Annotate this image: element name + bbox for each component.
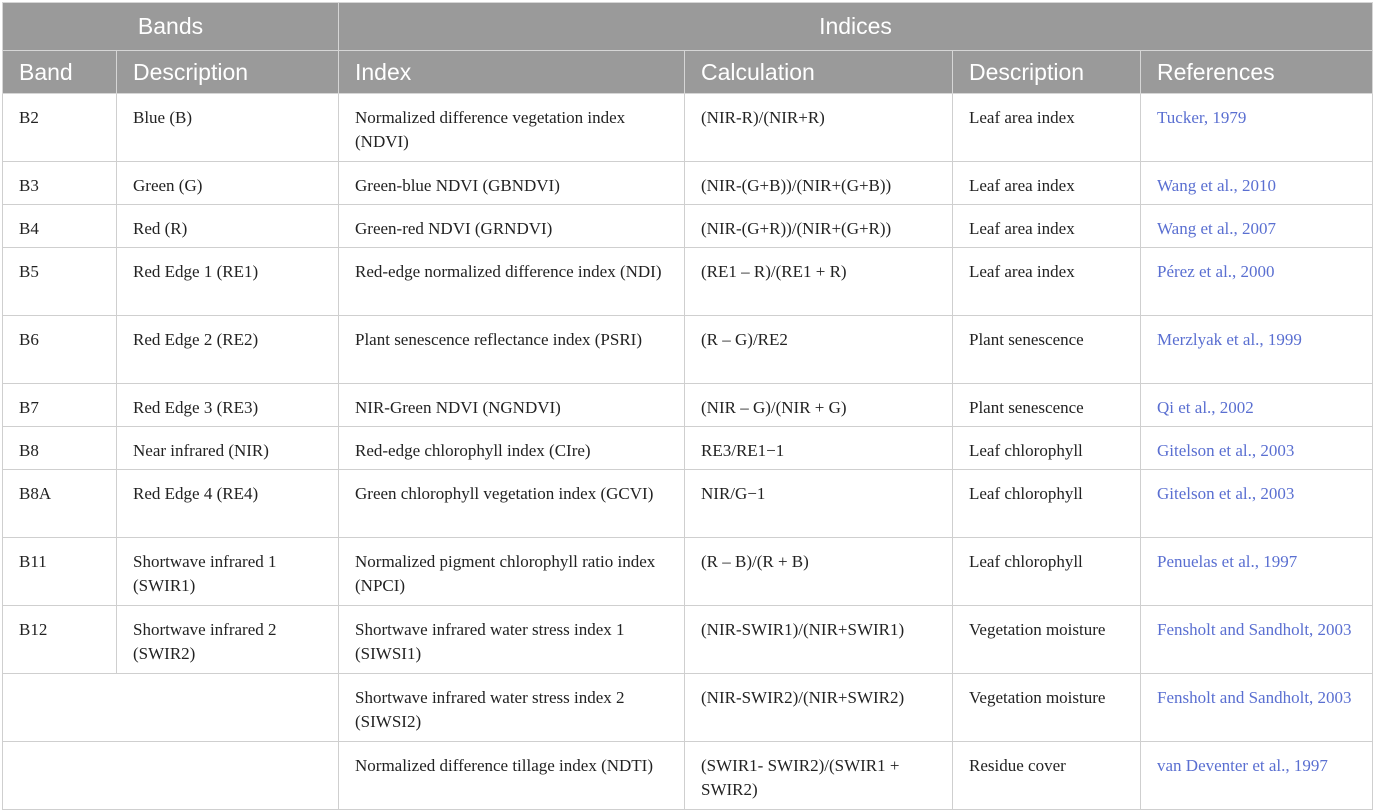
band-cell: B8: [3, 427, 117, 470]
reference-link[interactable]: Wang et al., 2007: [1141, 205, 1373, 248]
group-header-row: [3, 3, 1373, 51]
reference-link[interactable]: Penuelas et al., 1997: [1141, 538, 1373, 606]
table-row: [3, 316, 1373, 384]
reference-link[interactable]: Wang et al., 2010: [1141, 162, 1373, 205]
band-description-cell: Red Edge 2 (RE2): [117, 316, 339, 384]
reference-link[interactable]: Fensholt and Sandholt, 2003: [1141, 606, 1373, 674]
band-description-cell: Red (R): [117, 205, 339, 248]
index-description-cell: Leaf area index: [953, 94, 1141, 162]
table-row: [3, 384, 1373, 427]
reference-link[interactable]: Pérez et al., 2000: [1141, 248, 1373, 316]
index-cell: Green chlorophyll vegetation index (GCVI): [339, 470, 685, 538]
table-row: [3, 94, 1373, 162]
index-description-column-header: Description: [953, 51, 1141, 94]
reference-link[interactable]: Tucker, 1979: [1141, 94, 1373, 162]
calculation-cell: (NIR-R)/(NIR+R): [685, 94, 953, 162]
bands-indices-table: [2, 2, 1373, 810]
references-column-header: References: [1141, 51, 1373, 94]
band-cell: B8A: [3, 470, 117, 538]
index-description-cell: Vegetation moisture: [953, 606, 1141, 674]
calculation-cell: (NIR – G)/(NIR + G): [685, 384, 953, 427]
band-description-cell: Blue (B): [117, 94, 339, 162]
index-cell: NIR-Green NDVI (NGNDVI): [339, 384, 685, 427]
band-cell: B6: [3, 316, 117, 384]
table-row: [3, 674, 1373, 742]
band-cell: B2: [3, 94, 117, 162]
band-cell: B3: [3, 162, 117, 205]
calculation-cell: (NIR-(G+R))/(NIR+(G+R)): [685, 205, 953, 248]
band-description-cell: Red Edge 4 (RE4): [117, 470, 339, 538]
reference-link[interactable]: Merzlyak et al., 1999: [1141, 316, 1373, 384]
reference-link[interactable]: Gitelson et al., 2003: [1141, 470, 1373, 538]
index-description-cell: Vegetation moisture: [953, 674, 1141, 742]
empty-band-cell: [3, 674, 339, 742]
index-cell: Normalized difference tillage index (NDTI): [339, 742, 685, 810]
table-row: [3, 538, 1373, 606]
calculation-cell: (NIR-SWIR2)/(NIR+SWIR2): [685, 674, 953, 742]
indices-group-header: Indices: [339, 3, 1373, 51]
table-row: [3, 742, 1373, 810]
band-column-header: Band: [3, 51, 117, 94]
band-description-cell: Red Edge 3 (RE3): [117, 384, 339, 427]
index-description-cell: Plant senescence: [953, 316, 1141, 384]
index-cell: Normalized difference vegetation index (NDVI): [339, 94, 685, 162]
index-cell: Red-edge normalized difference index (NDI): [339, 248, 685, 316]
band-description-cell: Shortwave infrared 2 (SWIR2): [117, 606, 339, 674]
table-row: [3, 606, 1373, 674]
table-row: [3, 427, 1373, 470]
band-description-cell: Shortwave infrared 1 (SWIR1): [117, 538, 339, 606]
index-description-cell: Leaf area index: [953, 248, 1141, 316]
index-description-cell: Residue cover: [953, 742, 1141, 810]
index-cell: Shortwave infrared water stress index 1 (SIWSI1): [339, 606, 685, 674]
table-row: [3, 162, 1373, 205]
calculation-cell: (SWIR1- SWIR2)/(SWIR1 + SWIR2): [685, 742, 953, 810]
band-cell: B4: [3, 205, 117, 248]
index-description-cell: Leaf chlorophyll: [953, 538, 1141, 606]
reference-link[interactable]: Gitelson et al., 2003: [1141, 427, 1373, 470]
band-cell: B11: [3, 538, 117, 606]
table-row: [3, 470, 1373, 538]
calculation-cell: (RE1 – R)/(RE1 + R): [685, 248, 953, 316]
column-header-row: [3, 51, 1373, 94]
index-description-cell: Leaf chlorophyll: [953, 470, 1141, 538]
index-column-header: Index: [339, 51, 685, 94]
index-description-cell: Leaf area index: [953, 162, 1141, 205]
band-description-column-header: Description: [117, 51, 339, 94]
reference-link[interactable]: Fensholt and Sandholt, 2003: [1141, 674, 1373, 742]
band-description-cell: Green (G): [117, 162, 339, 205]
calculation-cell: (R – G)/RE2: [685, 316, 953, 384]
index-cell: Normalized pigment chlorophyll ratio index (NPCI): [339, 538, 685, 606]
calculation-cell: (NIR-SWIR1)/(NIR+SWIR1): [685, 606, 953, 674]
index-description-cell: Plant senescence: [953, 384, 1141, 427]
index-cell: Green-red NDVI (GRNDVI): [339, 205, 685, 248]
calculation-cell: (NIR-(G+B))/(NIR+(G+B)): [685, 162, 953, 205]
band-cell: B7: [3, 384, 117, 427]
index-description-cell: Leaf area index: [953, 205, 1141, 248]
index-cell: Green-blue NDVI (GBNDVI): [339, 162, 685, 205]
reference-link[interactable]: Qi et al., 2002: [1141, 384, 1373, 427]
band-description-cell: Near infrared (NIR): [117, 427, 339, 470]
empty-band-cell: [3, 742, 339, 810]
band-description-cell: Red Edge 1 (RE1): [117, 248, 339, 316]
bands-group-header: Bands: [3, 3, 339, 51]
table-row: [3, 205, 1373, 248]
index-cell: Shortwave infrared water stress index 2 (SIWSI2): [339, 674, 685, 742]
band-cell: B12: [3, 606, 117, 674]
calculation-cell: NIR/G−1: [685, 470, 953, 538]
reference-link[interactable]: van Deventer et al., 1997: [1141, 742, 1373, 810]
calculation-cell: RE3/RE1−1: [685, 427, 953, 470]
index-cell: Plant senescence reflectance index (PSRI): [339, 316, 685, 384]
calculation-cell: (R – B)/(R + B): [685, 538, 953, 606]
table-row: [3, 248, 1373, 316]
index-description-cell: Leaf chlorophyll: [953, 427, 1141, 470]
band-cell: B5: [3, 248, 117, 316]
calculation-column-header: Calculation: [685, 51, 953, 94]
index-cell: Red-edge chlorophyll index (CIre): [339, 427, 685, 470]
